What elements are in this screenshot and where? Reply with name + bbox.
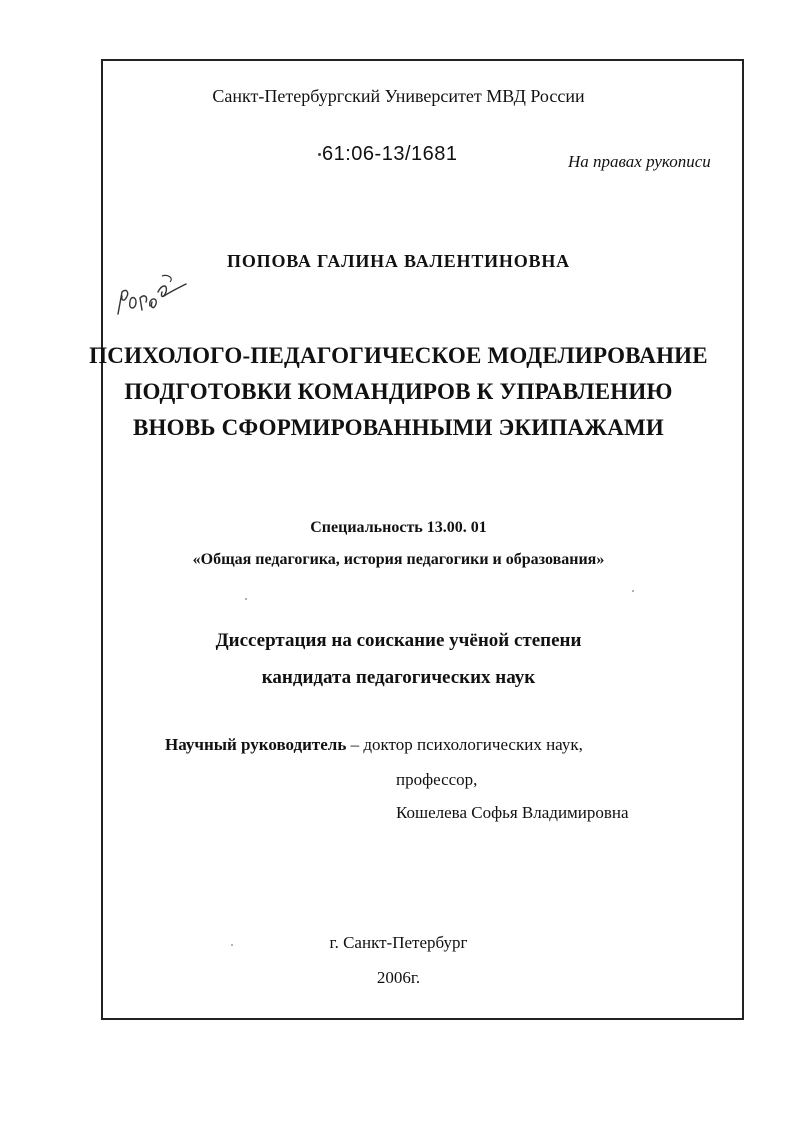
city: г. Санкт-Петербург bbox=[329, 933, 468, 952]
scan-speck bbox=[231, 944, 233, 946]
supervisor-dash: – bbox=[346, 735, 364, 754]
specialty-code: Специальность 13.00. 01 bbox=[310, 519, 487, 536]
thesis-degree bbox=[0, 622, 797, 696]
supervisor-degree: доктор психологических наук, bbox=[363, 735, 583, 754]
page-border-frame bbox=[101, 59, 744, 1020]
dissertation-title bbox=[0, 338, 797, 446]
supervisor-label: Научный руководитель bbox=[165, 735, 347, 754]
title-line-3: ВНОВЬ СФОРМИРОВАННЫМИ ЭКИПАЖАМИ bbox=[133, 415, 664, 440]
catalog-number: 61:06-13/1681 bbox=[322, 143, 458, 165]
supervisor-rank: профессор, bbox=[396, 770, 478, 789]
scan-speck bbox=[632, 590, 634, 592]
specialty-name: «Общая педагогика, история педагогики и образования» bbox=[192, 551, 605, 568]
author-name: ПОПОВА ГАЛИНА ВАЛЕНТИНОВНА bbox=[227, 251, 570, 271]
title-line-1: ПСИХОЛОГО-ПЕДАГОГИЧЕСКОЕ МОДЕЛИРОВАНИЕ bbox=[89, 343, 708, 368]
title-line-2: ПОДГОТОВКИ КОМАНДИРОВ К УПРАВЛЕНИЮ bbox=[124, 379, 673, 404]
handwritten-signature bbox=[110, 262, 190, 322]
university-name: Санкт-Петербургский Университет МВД России bbox=[212, 86, 585, 106]
manuscript-rights-note: На правах рукописи bbox=[568, 152, 711, 171]
year: 2006г. bbox=[376, 968, 421, 987]
catalog-dot bbox=[318, 153, 321, 156]
supervisor-row bbox=[165, 735, 583, 755]
thesis-line-2: кандидата педагогических наук bbox=[261, 667, 536, 688]
scan-speck bbox=[245, 598, 247, 600]
thesis-line-1: Диссертация на соискание учёной степени bbox=[215, 630, 582, 651]
supervisor-name: Кошелева Софья Владимировна bbox=[396, 803, 629, 822]
